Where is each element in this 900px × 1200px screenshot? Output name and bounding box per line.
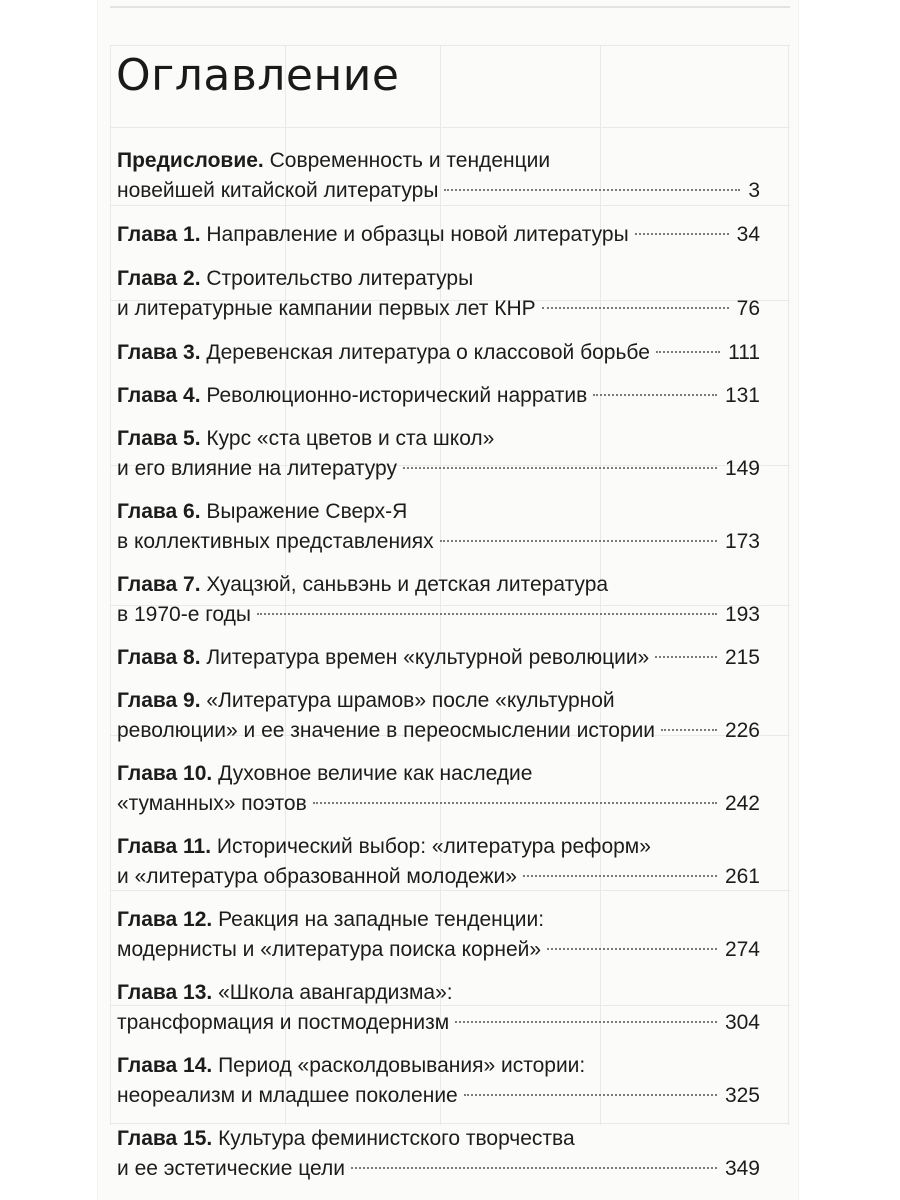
chapter-title: Современность и тенденции: [269, 149, 551, 172]
chapter-title: Направление и образцы новой литературы: [206, 223, 629, 246]
dot-leader: [635, 232, 729, 235]
page-number: 76: [736, 297, 760, 320]
toc-entry-line: [117, 832, 760, 862]
toc-entry: [117, 264, 760, 324]
chapter-label: Глава 4.: [117, 384, 201, 407]
chapter-title: трансформация и постмодернизм: [117, 1011, 450, 1034]
chapter-title: Реакция на западные тенденции:: [218, 908, 545, 931]
toc-entry-line: [117, 176, 760, 206]
chapter-label: Глава 9.: [117, 689, 201, 712]
toc-entry-line: [117, 497, 760, 527]
page-header-rule: [110, 0, 790, 8]
toc-entry-line: [117, 146, 760, 176]
chapter-title: «Литература шрамов» после «культурной: [206, 689, 615, 712]
chapter-title: Период «расколдовывания» истории:: [218, 1054, 586, 1077]
page-title: Оглавление: [116, 50, 400, 101]
chapter-label: Глава 3.: [117, 341, 201, 364]
chapter-title: и «литература образованной молодежи»: [117, 865, 517, 888]
chapter-label: Глава 15.: [117, 1127, 213, 1150]
chapter-title: и литературные кампании первых лет КНР: [117, 297, 536, 320]
chapter-label: Глава 6.: [117, 500, 201, 523]
chapter-label: Глава 13.: [117, 981, 213, 1004]
page-number: 261: [724, 865, 760, 888]
chapter-title: Курс «ста цветов и ста школ»: [206, 427, 495, 450]
chapter-title: в коллективных представлениях: [117, 530, 434, 553]
toc-entry-line: [117, 862, 760, 892]
toc-entry-line: [117, 789, 760, 819]
page-number: 242: [724, 792, 760, 815]
toc-entry: [117, 381, 760, 411]
toc-entry: [117, 905, 760, 965]
toc-entry-line: [117, 935, 760, 965]
toc-entry-line: [117, 1124, 760, 1154]
toc-entry: [117, 1124, 760, 1184]
chapter-title: революции» и ее значение в переосмыслении истории: [117, 719, 656, 742]
toc-entry-line: [117, 220, 760, 250]
dot-leader: [403, 466, 717, 469]
dot-leader: [661, 728, 717, 731]
toc-entry-line: [117, 381, 760, 411]
toc-entry-line: [117, 424, 760, 454]
page-number: 193: [724, 603, 760, 626]
page-number: 149: [724, 457, 760, 480]
chapter-title: Деревенская литература о классовой борьбе: [206, 341, 650, 364]
chapter-title: и ее эстетические цели: [117, 1157, 345, 1180]
chapter-label: Глава 12.: [117, 908, 213, 931]
chapter-title: Революционно-исторический нарратив: [206, 384, 588, 407]
chapter-label: Глава 2.: [117, 267, 201, 290]
page-number: 111: [728, 341, 760, 364]
toc-entry-line: [117, 1154, 760, 1184]
toc-entry: [117, 338, 760, 368]
dot-leader: [464, 1093, 717, 1096]
toc-entry: [117, 220, 760, 250]
dot-leader: [455, 1020, 717, 1023]
chapter-title: Хуацзюй, саньвэнь и детская литература: [206, 573, 609, 596]
dot-leader: [313, 801, 717, 804]
toc-entry: [117, 146, 760, 206]
dot-leader: [257, 612, 717, 615]
toc-entry-line: [117, 905, 760, 935]
chapter-title: Культура феминистского творчества: [218, 1127, 575, 1150]
toc-entry-line: [117, 294, 760, 324]
chapter-title: новейшей китайской литературы: [117, 179, 439, 202]
toc-entry: [117, 978, 760, 1038]
chapter-title: в 1970-е годы: [117, 603, 251, 626]
toc-entry-line: [117, 527, 760, 557]
chapter-title: и его влияние на литературу: [117, 457, 397, 480]
toc-entry-line: [117, 338, 760, 368]
chapter-title: Литература времен «культурной революции»: [206, 646, 650, 669]
toc-entry: [117, 686, 760, 746]
dot-leader: [542, 306, 729, 309]
page-number: 226: [724, 719, 760, 742]
page-number: 34: [736, 223, 760, 246]
dot-leader: [547, 947, 717, 950]
toc-entry-line: [117, 978, 760, 1008]
chapter-title: Исторический выбор: «литература реформ»: [216, 835, 651, 858]
dot-leader: [523, 874, 717, 877]
chapter-label: Глава 10.: [117, 762, 213, 785]
chapter-label: Глава 1.: [117, 223, 201, 246]
toc-entry-line: [117, 570, 760, 600]
toc-entry-line: [117, 759, 760, 789]
dot-leader: [656, 350, 720, 353]
toc-entry-line: [117, 454, 760, 484]
chapter-title: Духовное величие как наследие: [218, 762, 533, 785]
toc-entry: [117, 570, 760, 630]
page-number: 215: [724, 646, 760, 669]
toc-entry-line: [117, 686, 760, 716]
chapter-title: Выражение Сверх-Я: [206, 500, 408, 523]
dot-leader: [593, 393, 717, 396]
toc-entry-line: [117, 1008, 760, 1038]
chapter-label: Глава 5.: [117, 427, 201, 450]
toc-entry-line: [117, 643, 760, 673]
toc-entry: [117, 424, 760, 484]
toc-entry-line: [117, 600, 760, 630]
page-number: 349: [724, 1157, 760, 1180]
page-number: 131: [724, 384, 760, 407]
chapter-label: Глава 7.: [117, 573, 201, 596]
table-of-contents: [117, 146, 760, 1184]
chapter-label: Глава 14.: [117, 1054, 213, 1077]
chapter-title: «туманных» поэтов: [117, 792, 307, 815]
chapter-title: Строительство литературы: [206, 267, 474, 290]
dot-leader: [655, 655, 717, 658]
toc-entry-line: [117, 1051, 760, 1081]
toc-entry: [117, 832, 760, 892]
chapter-title: модернисты и «литература поиска корней»: [117, 938, 542, 961]
page-number: 3: [748, 179, 760, 202]
page-number: 304: [724, 1011, 760, 1034]
chapter-label: Предисловие.: [117, 149, 264, 172]
toc-entry: [117, 643, 760, 673]
page-number: 274: [724, 938, 760, 961]
toc-entry-line: [117, 264, 760, 294]
toc-entry: [117, 1051, 760, 1111]
dot-leader: [440, 539, 717, 542]
chapter-title: «Школа авангардизма»:: [218, 981, 453, 1004]
toc-entry: [117, 497, 760, 557]
toc-entry: [117, 759, 760, 819]
page-number: 325: [724, 1084, 760, 1107]
dot-leader: [351, 1166, 717, 1169]
toc-entry-line: [117, 1081, 760, 1111]
page-number: 173: [724, 530, 760, 553]
chapter-label: Глава 11.: [117, 835, 212, 858]
toc-entry-line: [117, 716, 760, 746]
chapter-label: Глава 8.: [117, 646, 201, 669]
dot-leader: [444, 188, 740, 191]
chapter-title: неореализм и младшее поколение: [117, 1084, 458, 1107]
